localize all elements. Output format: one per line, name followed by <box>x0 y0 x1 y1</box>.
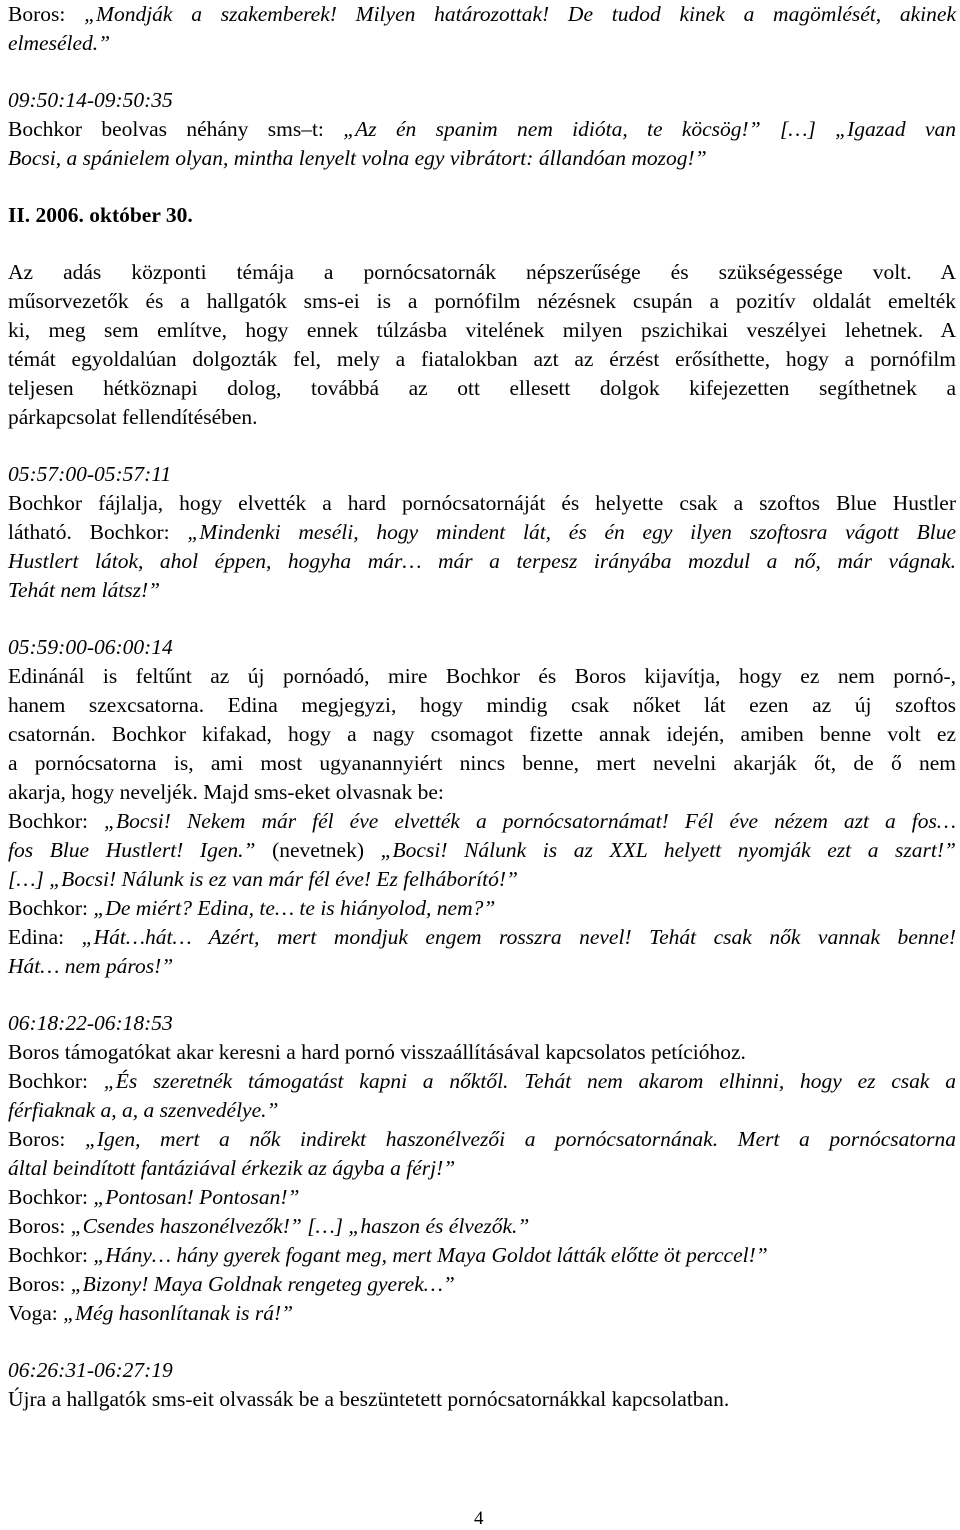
quote-line <box>8 894 956 923</box>
paragraph-line: Újra a hallgatók sms-eit olvassák be a beszüntetett pornócsatornákkal kapcsolatban. <box>8 1387 730 1411</box>
quote-text: „Hát…hát… Azért, mert mondjuk engem rosszra nevel! Tehát csak nők vannak benne! <box>81 925 956 949</box>
speaker: Bochkor: <box>8 1069 104 1093</box>
speaker: Bochkor: <box>8 896 94 920</box>
narration: (nevetnek) <box>255 838 381 862</box>
paragraph-line: csatornán. Bochkor kifakad, hogy a nagy csomagot fizette annak idején, amiben benne volt ez <box>8 722 956 746</box>
speaker: Voga: <box>8 1301 64 1325</box>
quote-text: „De miért? Edina, te… te is hiányolod, nem?” <box>93 896 496 920</box>
page-number: 4 <box>474 1508 484 1529</box>
speaker: Boros: <box>8 1214 71 1238</box>
quote-line <box>8 1183 956 1212</box>
timestamp: 06:18:22-06:18:53 <box>8 1011 173 1035</box>
paragraph-line: akarja, hogy neveljék. Majd sms-eket olvasnak be: <box>8 780 444 804</box>
quote-text: Hát… nem páros!” <box>8 954 174 978</box>
quote-text: „Bocsi! Nekem már fél éve elvették a pornócsatornámat! Fél éve nézem azt a fos… <box>104 809 956 833</box>
quote-text: „Bocsi! Nálunk is az XXL helyett nyomják ezt a szart!” <box>380 838 956 862</box>
paragraph-line: hanem szexcsatorna. Edina megjegyzi, hogy mindig csak nőket lát ezen az új szoftos <box>8 693 956 717</box>
speaker: Edina: <box>8 925 82 949</box>
quote-text: „Mindenki meséli, hogy mindent lát, és én egy ilyen szoftosra vágott Blue <box>187 520 956 544</box>
timestamp: 06:26:31-06:27:19 <box>8 1358 173 1382</box>
paragraph-line: Bochkor fájlalja, hogy elvették a hard pornócsatornáját és helyette csak a szoftos Blue Hustler <box>8 491 956 515</box>
quote-text: fos Blue Hustlert! Igen.” <box>8 838 256 862</box>
quote-line <box>8 1067 956 1096</box>
quote-text: férfiaknak a, a, a szenvedélye.” <box>8 1098 279 1122</box>
quote-line <box>8 115 956 144</box>
quote-text: által beindított fantáziával érkezik az ágyba a férj!” <box>8 1156 456 1180</box>
quote-text: „Még hasonlítanak is rá!” <box>63 1301 294 1325</box>
quote-text: „És szeretnék támogatást kapni a nőktől. Tehát nem akarom elhinni, hogy ez csak a <box>103 1069 956 1093</box>
quote-text: Tehát nem látsz!” <box>8 578 161 602</box>
quote-text: „Hány… hány gyerek fogant meg, mert Maya Goldot látták előtte öt perccel!” <box>93 1243 768 1267</box>
narration: látható. Bochkor: <box>8 520 188 544</box>
speaker: Boros: <box>8 1127 85 1151</box>
quote-line <box>8 836 956 865</box>
timestamp: 05:57:00-05:57:11 <box>8 462 172 486</box>
paragraph-line: ki, meg sem említve, hogy ennek túlzásba vitelének milyen pszichikai veszélyei lehetnek. A <box>8 318 956 342</box>
quote-text: […] „Bocsi! Nálunk is ez van már fél éve! Ez felháborító!” <box>8 867 518 891</box>
quote-text: „Mondják a szakemberek! Milyen határozottak! De tudod kinek a magömlését, akinek <box>84 2 956 26</box>
quote-line <box>8 1241 956 1270</box>
quote-text: Bocsi, a spánielem olyan, mintha lenyelt volna egy vibrátort: állandóan mozog!” <box>8 146 707 170</box>
quote-line <box>8 1270 956 1299</box>
paragraph-line: műsorvezetők és a hallgatók sms-ei is a pornófilm nézésnek csupán a pozitív oldalát emelték <box>8 289 956 313</box>
quote-line <box>8 923 956 952</box>
paragraph-line: témát egyoldalúan dolgozták fel, mely a fiatalokban azt az érzést erősíthette, hogy a pornófilm <box>8 347 956 371</box>
speaker: Boros: <box>8 2 85 26</box>
quote-line <box>8 807 956 836</box>
narration: Bochkor beolvas néhány sms–t: <box>8 117 344 141</box>
speaker: Bochkor: <box>8 1243 94 1267</box>
quote-text: „Igen, mert a nők indirekt haszonélvezői a pornócsatornának. Mert a pornócsatorna <box>84 1127 957 1151</box>
quote-text: Hustlert látok, ahol éppen, hogyha már… már a terpesz irányába mozdul a nő, már vágnak. <box>8 549 956 573</box>
paragraph-line: Az adás központi témája a pornócsatornák népszerűsége és szükségessége volt. A <box>8 260 956 284</box>
quote-text: „Az én spanim nem idióta, te köcsög!” […] „Igazad van <box>343 117 956 141</box>
quote-line <box>8 1299 956 1328</box>
timestamp: 05:59:00-06:00:14 <box>8 635 173 659</box>
paragraph-line: párkapcsolat fellendítésében. <box>8 405 258 429</box>
quote-line <box>8 1212 956 1241</box>
quote-text: „Csendes haszonélvezők!” […] „haszon és élvezők.” <box>70 1214 530 1238</box>
speaker: Bochkor: <box>8 809 105 833</box>
quote-text: „Bizony! Maya Goldnak rengeteg gyerek…” <box>70 1272 455 1296</box>
quote-line <box>8 518 956 547</box>
speaker: Bochkor: <box>8 1185 94 1209</box>
quote-text: elmeséled.” <box>8 31 111 55</box>
paragraph-line: teljesen hétköznapi dolog, továbbá az ott ellesett dolgok kifejezetten segíthetnek a <box>8 376 956 400</box>
paragraph-line: Edinánál is feltűnt az új pornóadó, mire Bochkor és Boros kijavítja, hogy ez nem pornó-, <box>8 664 956 688</box>
quote-text: „Pontosan! Pontosan!” <box>93 1185 300 1209</box>
speaker: Boros: <box>8 1272 71 1296</box>
timestamp: 09:50:14-09:50:35 <box>8 88 173 112</box>
quote-line <box>8 1125 956 1154</box>
paragraph-line: a pornócsatorna is, ami most ugyanannyiért nincs benne, mert nevelni akarják őt, de ő nem <box>8 751 956 775</box>
quote-line <box>8 0 956 29</box>
paragraph-line: Boros támogatókat akar keresni a hard pornó visszaállításával kapcsolatos petícióhoz. <box>8 1040 746 1064</box>
section-heading: II. 2006. október 30. <box>8 203 193 227</box>
